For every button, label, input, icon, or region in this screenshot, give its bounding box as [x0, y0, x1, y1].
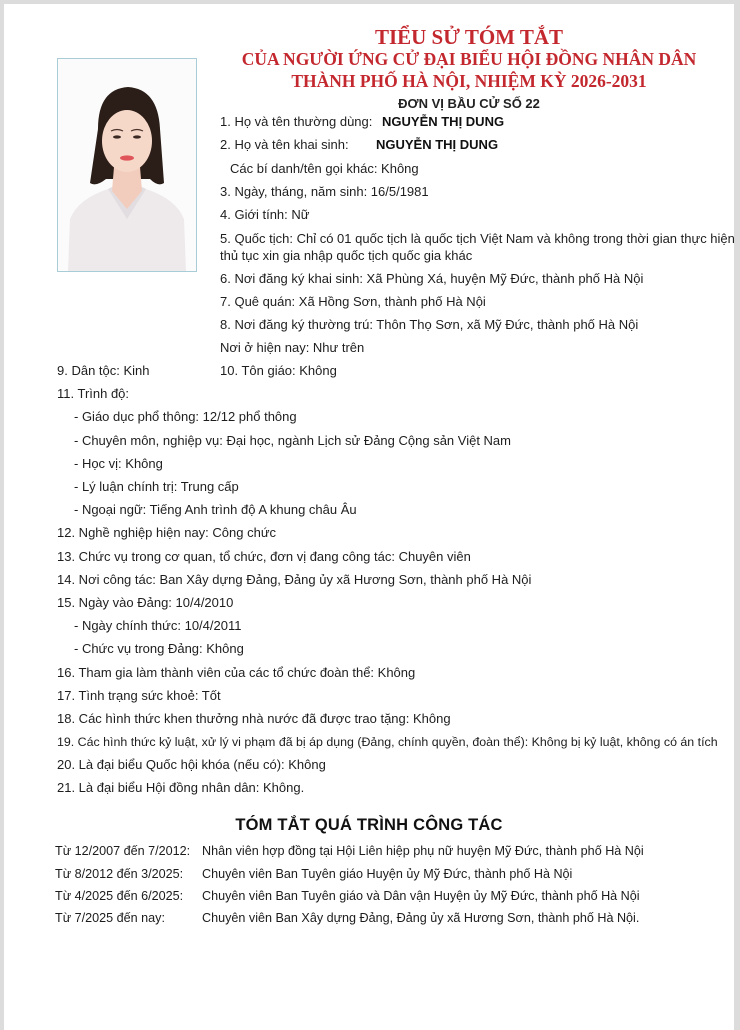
item-11-degree: - Học vị: Không: [74, 456, 163, 471]
portrait-icon: [58, 59, 196, 271]
work-description: Nhân viên hợp đồng tại Hội Liên hiệp phụ nữ huyện Mỹ Đức, thành phố Hà Nội: [202, 844, 644, 858]
item-11-general-education: - Giáo dục phổ thông: 12/12 phổ thông: [74, 409, 297, 424]
work-period: Từ 8/2012 đến 3/2025:: [55, 867, 184, 881]
item-15-party-admission: 15. Ngày vào Đảng: 10/4/2010: [57, 595, 234, 610]
work-period: Từ 4/2025 đến 6/2025:: [55, 889, 184, 903]
item-13-position: 13. Chức vụ trong cơ quan, tổ chức, đơn vị đang công tác: Chuyên viên: [57, 549, 471, 564]
work-period: Từ 12/2007 đến 7/2012:: [55, 844, 191, 858]
item-21-peoples-council: 21. Là đại biểu Hội đồng nhân dân: Không.: [57, 780, 305, 795]
item-4-gender: 4. Giới tính: Nữ: [220, 207, 310, 222]
item-1-common-name: [220, 114, 504, 130]
item-6-birth-registration: 6. Nơi đăng ký khai sinh: Xã Phùng Xá, huyện Mỹ Đức, thành phố Hà Nội: [220, 271, 644, 286]
item-2-value: NGUYỄN THỊ DUNG: [376, 137, 499, 152]
item-5-nationality-line2: thủ tục xin gia nhập quốc tịch quốc gia khác: [220, 248, 473, 263]
item-7-hometown: 7. Quê quán: Xã Hồng Sơn, thành phố Hà Nội: [220, 294, 486, 309]
item-19-discipline: 19. Các hình thức kỷ luật, xử lý vi phạm đã bị áp dụng (Đảng, chính quyền, đoàn thể): Không bị kỷ luật, không có án tích: [57, 735, 718, 749]
aliases: Các bí danh/tên gọi khác: Không: [230, 161, 419, 176]
item-11-education: 11. Trình độ:: [57, 386, 130, 401]
item-11-specialization: - Chuyên môn, nghiệp vụ: Đại học, ngành Lịch sử Đảng Cộng sản Việt Nam: [74, 433, 511, 448]
document-subtitle-line2: THÀNH PHỐ HÀ NỘI, NHIỆM KỲ 2026-2031: [291, 71, 647, 91]
title-block: [204, 18, 734, 112]
item-11-foreign-language: - Ngoại ngữ: Tiếng Anh trình độ A khung châu Âu: [74, 502, 357, 517]
item-2-birth-name: [220, 137, 498, 153]
work-description: Chuyên viên Ban Tuyên giáo Huyện ủy Mỹ Đức, thành phố Hà Nội: [202, 867, 573, 881]
document-subtitle-line1: CỦA NGƯỜI ỨNG CỬ ĐẠI BIỂU HỘI ĐỒNG NHÂN DÂN: [241, 49, 697, 69]
item-5-nationality-line1: 5. Quốc tịch: Chỉ có 01 quốc tịch là quốc tịch Việt Nam và không trong thời gian thực hiện: [220, 231, 735, 246]
item-15-official-date: - Ngày chính thức: 10/4/2011: [74, 618, 242, 633]
item-14-workplace: 14. Nơi công tác: Ban Xây dựng Đảng, Đảng ủy xã Hương Sơn, thành phố Hà Nội: [57, 572, 532, 587]
item-16-organizations: 16. Tham gia làm thành viên của các tổ chức đoàn thể: Không: [57, 665, 416, 680]
document-title: TIỂU SỬ TÓM TẮT: [374, 25, 564, 49]
work-description: Chuyên viên Ban Xây dựng Đảng, Đảng ủy xã Hương Sơn, thành phố Hà Nội.: [202, 911, 640, 925]
work-period: Từ 7/2025 đến nay:: [55, 911, 165, 925]
document-page: [4, 4, 734, 1030]
candidate-photo: [57, 58, 197, 272]
item-3-birthdate: 3. Ngày, tháng, năm sinh: 16/5/1981: [220, 184, 429, 199]
work-history-title: TÓM TẮT QUÁ TRÌNH CÔNG TÁC: [235, 816, 503, 834]
item-1-label: 1. Họ và tên thường dùng:: [220, 114, 373, 129]
item-8-permanent-residence: 8. Nơi đăng ký thường trú: Thôn Thọ Sơn, xã Mỹ Đức, thành phố Hà Nội: [220, 317, 639, 332]
item-20-national-assembly: 20. Là đại biểu Quốc hội khóa (nếu có): Không: [57, 757, 326, 772]
item-12-occupation: 12. Nghề nghiệp hiện nay: Công chức: [57, 525, 277, 540]
item-18-awards: 18. Các hình thức khen thưởng nhà nước đã được trao tặng: Không: [57, 711, 451, 726]
item-9-ethnicity: 9. Dân tộc: Kinh: [57, 363, 150, 378]
current-residence: Nơi ở hiện nay: Như trên: [220, 340, 365, 355]
item-15-party-position: - Chức vụ trong Đảng: Không: [74, 641, 244, 656]
item-1-value: NGUYỄN THỊ DUNG: [382, 114, 505, 129]
work-description: Chuyên viên Ban Tuyên giáo và Dân vận Huyện ủy Mỹ Đức, thành phố Hà Nội: [202, 889, 640, 903]
item-11-political-theory: - Lý luận chính trị: Trung cấp: [74, 479, 239, 494]
item-2-label: 2. Họ và tên khai sinh:: [220, 137, 349, 152]
item-10-religion: 10. Tôn giáo: Không: [220, 363, 337, 378]
electoral-unit: ĐƠN VỊ BẦU CỬ SỐ 22: [398, 96, 540, 111]
item-17-health: 17. Tình trạng sức khoẻ: Tốt: [57, 688, 221, 703]
